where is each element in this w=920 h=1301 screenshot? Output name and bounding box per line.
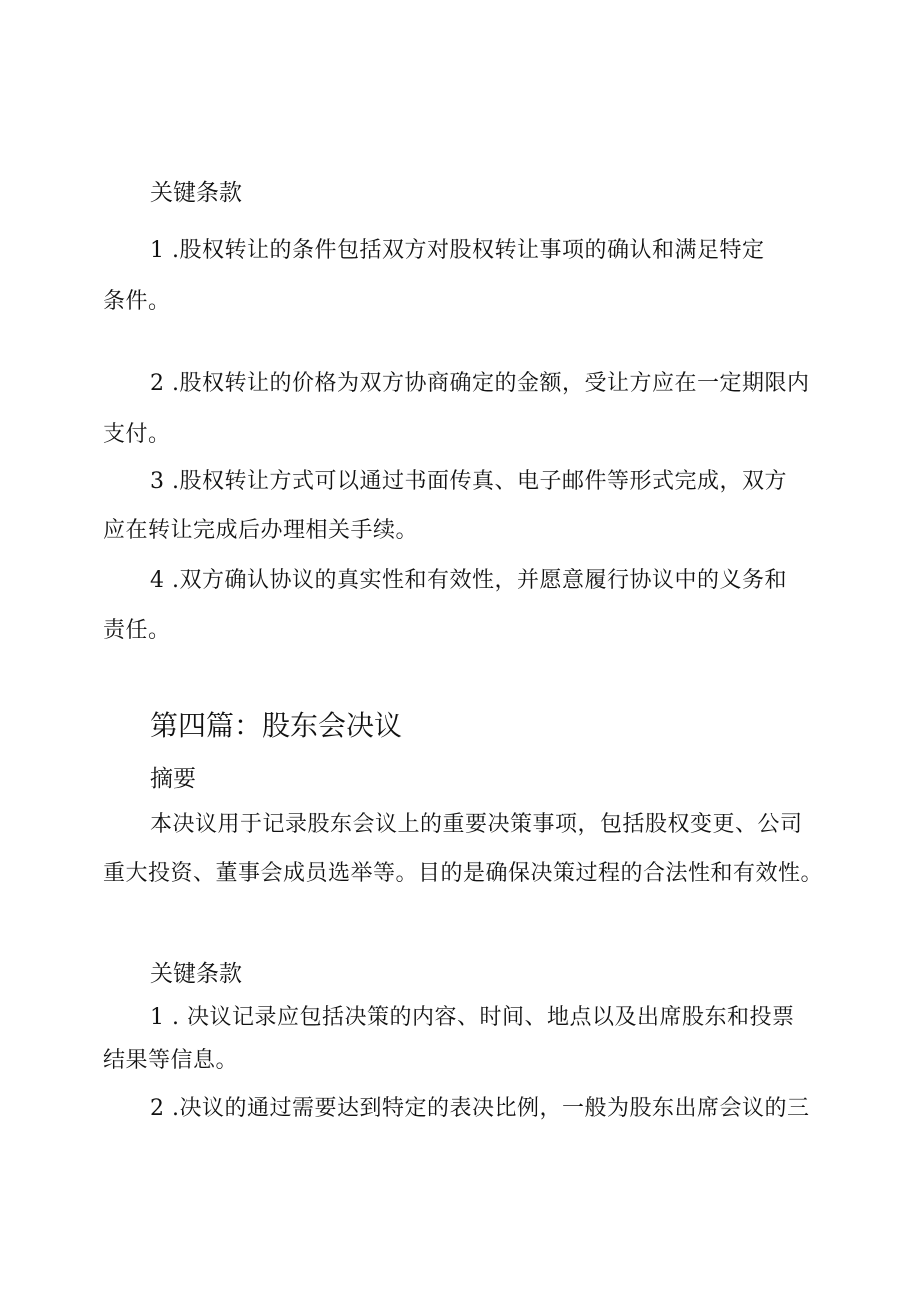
section-title: 第四篇：股东会决议 — [150, 709, 403, 742]
clause-4-line-2: 责任。 — [103, 618, 171, 643]
key-terms-heading-2: 关键条款 — [150, 961, 242, 987]
abstract-line-2: 重大投资、董事会成员选举等。目的是确保决策过程的合法性和有效性。 — [103, 861, 824, 886]
resolution-clause-2-line-1: 2 .决议的通过需要达到特定的表决比例，一般为股东出席会议的三 — [150, 1096, 810, 1121]
abstract-line-1: 本决议用于记录股东会议上的重要决策事项，包括股权变更、公司 — [150, 812, 803, 837]
clause-1-line-2: 条件。 — [103, 289, 171, 314]
resolution-clause-1-line-1: 1 . 决议记录应包括决策的内容、时间、地点以及出席股东和投票 — [150, 1005, 795, 1030]
clause-2-line-1: 2 .股权转让的价格为双方协商确定的金额，受让方应在一定期限内 — [150, 371, 810, 396]
resolution-clause-1-line-2: 结果等信息。 — [103, 1048, 239, 1073]
clause-4-line-1: 4 .双方确认协议的真实性和有效性，并愿意履行协议中的义务和 — [150, 568, 787, 593]
clause-2-line-2: 支付。 — [103, 422, 171, 447]
clause-1-line-1: 1 .股权转让的条件包括双方对股权转让事项的确认和满足特定 — [150, 238, 765, 263]
clause-3-line-1: 3 .股权转让方式可以通过书面传真、电子邮件等形式完成，双方 — [150, 469, 787, 494]
abstract-heading: 摘要 — [150, 766, 196, 792]
key-terms-heading: 关键条款 — [150, 180, 242, 206]
clause-3-line-2: 应在转让完成后办理相关手续。 — [103, 518, 419, 543]
